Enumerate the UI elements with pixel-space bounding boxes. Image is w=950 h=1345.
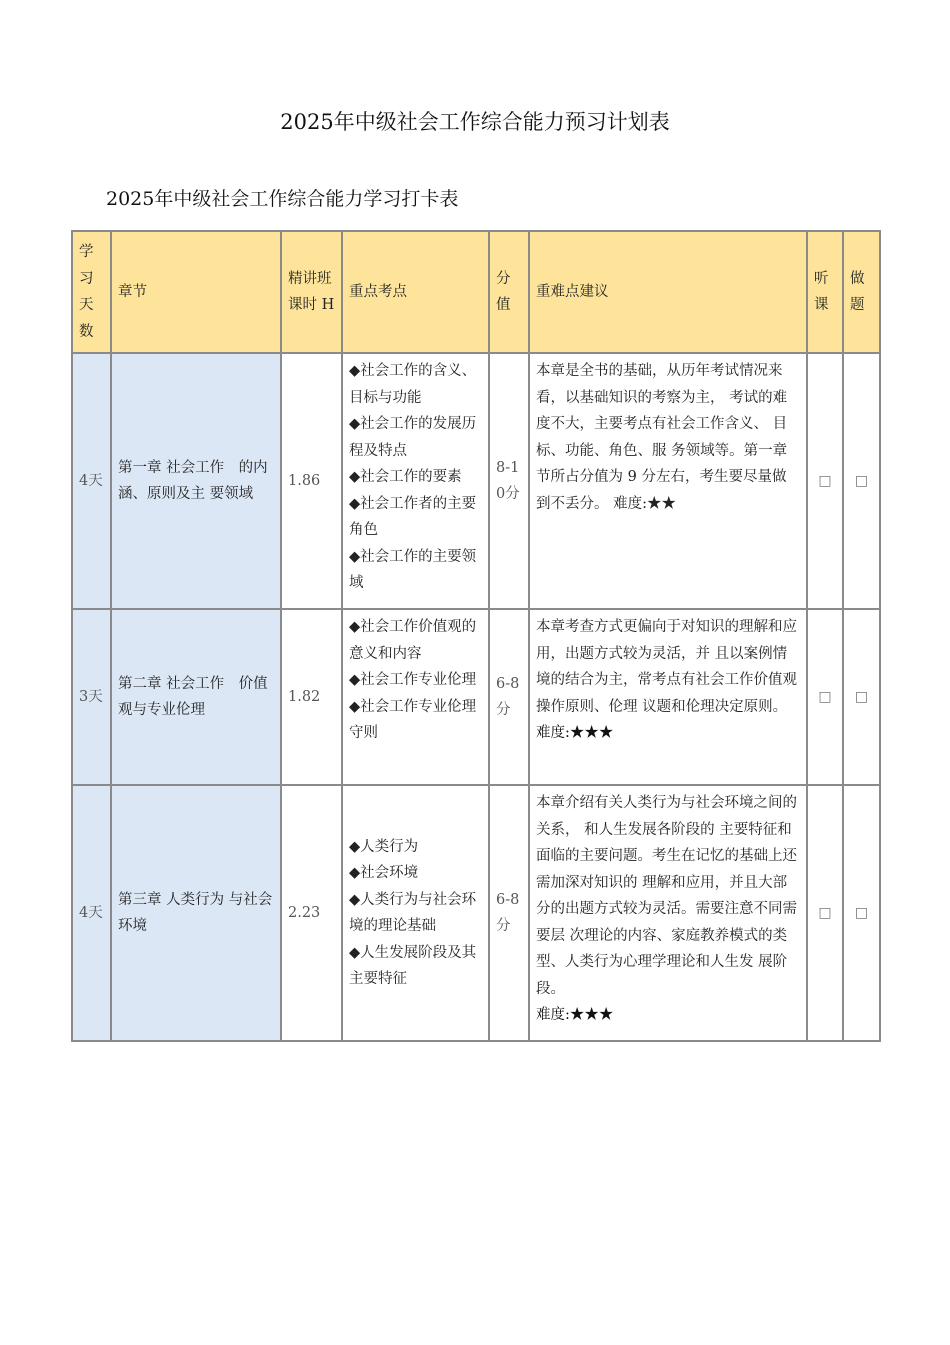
table-row (72, 353, 880, 609)
key-point: ◆社会工作的要素 (349, 469, 462, 485)
key-point: ◆社会工作价值观的意义和内容 (349, 619, 477, 662)
advice-text: 本章是全书的基础，从历年考试情况来看，以基础知识的考察为主， 考试的难度不大，主要考点有社会工作含义、 目标、功能、角色、服 务领域等。第一章节所占分值为 9 分左右，考生要尽量做到不丢分。 难度:★★ (536, 363, 788, 512)
key-point: ◆社会工作的主要领域 (349, 548, 477, 591)
listen-checkbox[interactable]: □ (807, 353, 843, 609)
chapter-cell: 第一章 社会工作 的内涵、原则及主 要领域 (111, 353, 281, 609)
day-cell: 3天 (72, 609, 111, 785)
key-points-cell (342, 609, 489, 785)
header-listen: 听课 (807, 231, 843, 353)
listen-checkbox[interactable]: □ (807, 609, 843, 785)
key-point: ◆人类行为与社会环境的理论基础 (349, 891, 477, 934)
score-cell: 8-10分 (489, 353, 529, 609)
key-point: ◆社会工作的含义、 目标与功能 (349, 363, 477, 406)
hours-cell: 2.23 (281, 785, 342, 1041)
header-row (72, 231, 880, 353)
advice-cell (529, 609, 807, 785)
day-cell: 4天 (72, 353, 111, 609)
key-point: ◆社会工作的发展历程及特点 (349, 416, 477, 459)
practice-checkbox[interactable]: □ (843, 353, 880, 609)
key-points-cell (342, 353, 489, 609)
key-point: ◆社会工作专业伦理守则 (349, 698, 477, 741)
day-cell: 4天 (72, 785, 111, 1041)
chapter-cell: 第二章 社会工作 价值观与专业伦理 (111, 609, 281, 785)
key-point: ◆社会工作专业伦理 (349, 672, 477, 688)
header-score: 分值 (489, 231, 529, 353)
key-points-cell (342, 785, 489, 1041)
key-point: ◆人生发展阶段及其主要特征 (349, 944, 477, 987)
difficulty-rating: 难度:★★★ (536, 1007, 614, 1023)
header-day: 学习天数 (72, 231, 111, 353)
key-point: ◆人类行为 (349, 838, 419, 855)
key-point: ◆社会工作者的主要角色 (349, 495, 477, 538)
listen-checkbox[interactable]: □ (807, 785, 843, 1041)
practice-checkbox[interactable]: □ (843, 609, 880, 785)
advice-text: 本章考查方式更偏向于对知识的理解和应用，出题方式较为灵活，并 且以案例情境的结合为主，常考点有社会工作价值观操作原则、伦理 议题和伦理决定原则。 (536, 619, 797, 715)
page-title: 2025年中级社会工作综合能力预习计划表 (280, 110, 670, 134)
difficulty-rating: 难度:★★★ (536, 725, 614, 741)
table-row (72, 785, 880, 1041)
practice-checkbox[interactable]: □ (843, 785, 880, 1041)
header-chapter: 章节 (111, 231, 281, 353)
advice-cell (529, 353, 807, 609)
advice-text: 本章介绍有关人类行为与社会环境之间的关系， 和人生发展各阶段的 主要特征和面临的主要问题。考生在记忆的基础上还需加深对知识的 理解和应用，并且大部分的出题方式较为灵活。需要注意不同需要层 次理论的内容、家庭教养模式的类型、人类行为心理学理论和人生发 展阶段。 (536, 795, 797, 997)
table-row (72, 609, 880, 785)
hours-cell: 1.86 (281, 353, 342, 609)
study-plan-table (71, 230, 881, 1042)
score-cell: 6-8分 (489, 609, 529, 785)
chapter-cell: 第三章 人类行为 与社会环境 (111, 785, 281, 1041)
header-practice: 做题 (843, 231, 880, 353)
header-points: 重点考点 (342, 231, 489, 353)
header-hours: 精讲班课时 H (281, 231, 342, 353)
hours-cell: 1.82 (281, 609, 342, 785)
header-advice: 重难点建议 (529, 231, 807, 353)
advice-cell (529, 785, 807, 1041)
key-point: ◆社会环境 (349, 865, 419, 881)
table-title: 2025年中级社会工作综合能力学习打卡表 (106, 188, 459, 210)
score-cell: 6-8分 (489, 785, 529, 1041)
